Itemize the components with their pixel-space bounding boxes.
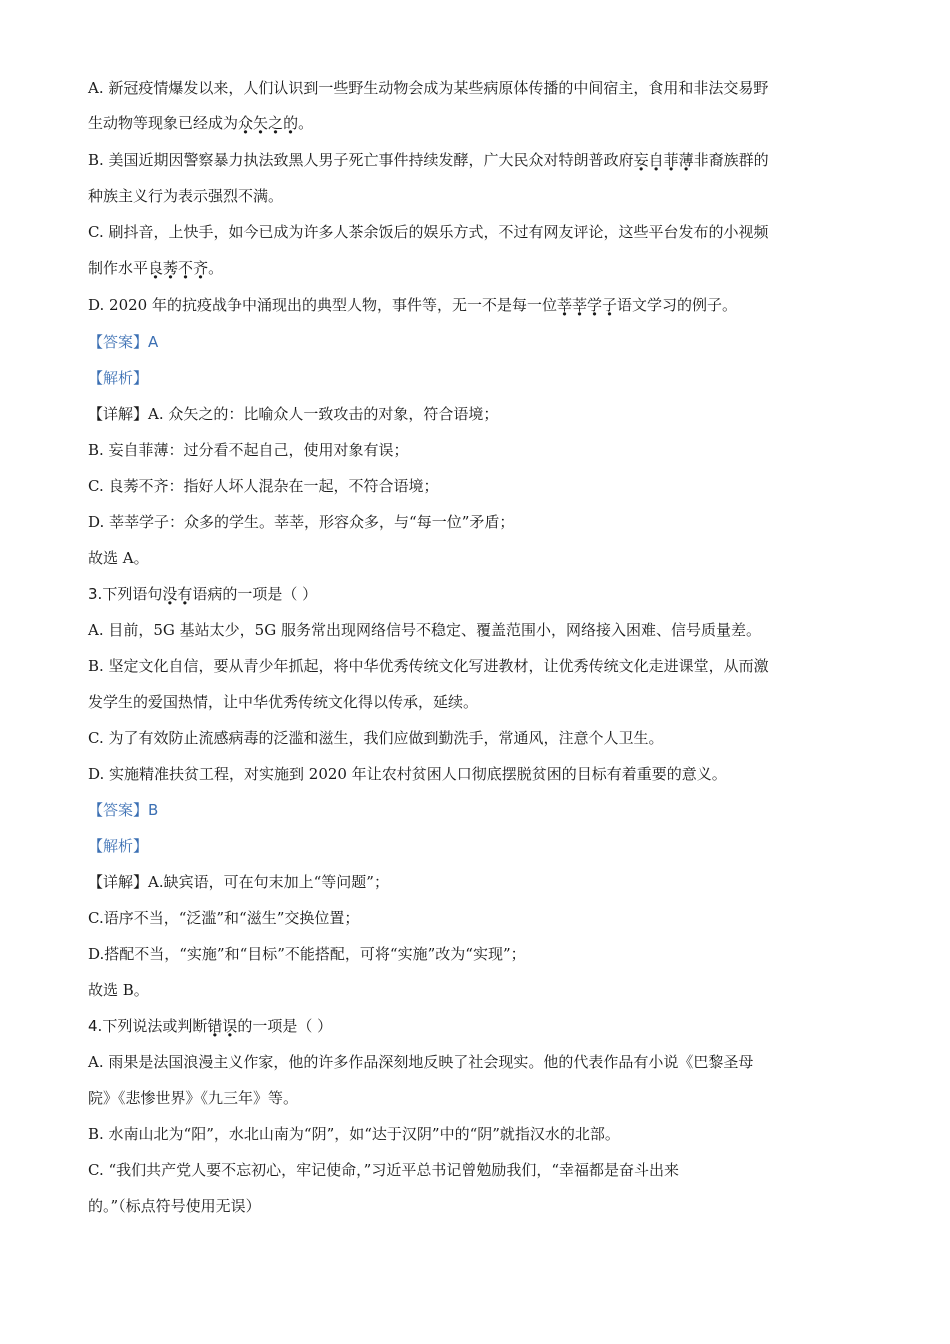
- q4-stem: [88, 1016, 332, 1036]
- emphasis-char: 莘: [572, 296, 588, 314]
- emphasis-char: 有: [177, 585, 193, 603]
- text-segment: 制作水平: [88, 259, 149, 277]
- q3-option-d: D. 实施精准扶贫工程，对实施到 2020 年让农村贫困人口彻底摆脱贫困的目标有着重要的意义。: [88, 765, 727, 783]
- emphasis-char: 子: [602, 296, 618, 314]
- emphasis-char: 的: [283, 114, 299, 132]
- analysis-tag: 【解析】: [88, 837, 149, 855]
- detail-text: A.缺宾语，可在句末加上“等问题”；: [148, 873, 389, 891]
- emphasis-char: 不: [178, 259, 194, 277]
- emphasis-char: 莠: [163, 259, 179, 277]
- question-number: 3.: [88, 585, 103, 603]
- emphasis-char: 齐: [193, 259, 209, 277]
- answer-tag: 【答案】: [88, 801, 149, 819]
- q2-option-c-line2: [88, 258, 223, 278]
- q3-analysis-heading: [88, 836, 148, 856]
- q4-option-c-line2: 的。”（标点符号使用无误）: [88, 1197, 261, 1215]
- q2-detail-b: B. 妄自菲薄：过分看不起自己，使用对象有误；: [88, 441, 409, 459]
- q3-conclusion: 故选 B。: [88, 981, 149, 999]
- emphasis-char: 菲: [663, 151, 679, 169]
- detail-text: A. 众矢之的：比喻众人一致攻击的对象，符合语境；: [148, 405, 499, 423]
- detail-tag: 【详解】: [88, 873, 149, 891]
- answer-value: A: [148, 333, 159, 351]
- q2-option-c-line1: C. 刷抖音，上快手，如今已成为许多人茶余饭后的娱乐方式，不过有网友评论，这些平台发布的小视频: [88, 223, 769, 241]
- q3-option-a: A. 目前，5G 基站太少，5G 服务常出现网络信号不稳定、覆盖范围小，网络接入困难、信号质量差。: [88, 621, 761, 639]
- text-segment: B. 美国近期因警察暴力执法致黑人男子死亡事件持续发酵，广大民众对特朗普政府: [88, 151, 634, 169]
- answer-value: B: [148, 801, 159, 819]
- answer-tag: 【答案】: [88, 333, 149, 351]
- q4-option-a-line2: 院》《悲惨世界》《九三年》等。: [88, 1089, 299, 1107]
- q4-option-a-line1: A. 雨果是法国浪漫主义作家，他的许多作品深刻地反映了社会现实。他的代表作品有小说《巴黎圣母: [88, 1053, 754, 1071]
- emphasis-char: 矢: [253, 114, 269, 132]
- q3-stem: [88, 584, 317, 604]
- text-segment: 非裔族群的: [693, 151, 769, 169]
- emphasis-char: 良: [148, 259, 164, 277]
- text-segment: 的一项是（ ）: [237, 1017, 333, 1035]
- emphasis-char: 之: [268, 114, 284, 132]
- text-segment: D. 2020 年的抗疫战争中涌现出的典型人物，事件等，无一不是每一位: [88, 296, 557, 314]
- q2-analysis-heading: [88, 368, 148, 388]
- emphasis-char: 错: [207, 1017, 223, 1035]
- q3-option-b-line1: B. 坚定文化自信，要从青少年抓起，将中华优秀传统文化写进教材，让优秀传统文化走进课堂，从而激: [88, 657, 769, 675]
- emphasis-char: 自: [648, 151, 664, 169]
- q3-detail-d: D.搭配不当，“实施”和“目标”不能搭配，可将“实施”改为“实现”；: [88, 945, 526, 963]
- q3-detail-c: C.语序不当，“泛滥”和“滋生”交换位置；: [88, 909, 360, 927]
- q3-detail-a: [88, 872, 389, 892]
- q3-answer: [88, 800, 158, 820]
- text-segment: 。: [298, 114, 314, 132]
- q2-option-b-line2: 种族主义行为表示强烈不满。: [88, 187, 284, 205]
- q2-detail-d: D. 莘莘学子：众多的学生。莘莘，形容众多，与“每一位”矛盾；: [88, 513, 515, 531]
- emphasis-char: 没: [162, 585, 178, 603]
- text-segment: 。: [208, 259, 224, 277]
- text-segment: 语文学习的例子。: [617, 296, 738, 314]
- q2-option-a-line1: A. 新冠疫情爆发以来，人们认识到一些野生动物会成为某些病原体传播的中间宿主，食用和非法交易野: [88, 79, 769, 97]
- q2-detail-a: [88, 404, 498, 424]
- emphasis-char: 误: [222, 1017, 238, 1035]
- emphasis-char: 学: [587, 296, 603, 314]
- q3-option-b-line2: 发学生的爱国热情，让中华优秀传统文化得以传承，延续。: [88, 693, 479, 711]
- q2-option-b-line1: [88, 150, 769, 170]
- text-segment: 语病的一项是（ ）: [192, 585, 318, 603]
- q4-option-b: B. 水南山北为“阳”，水北山南为“阴”，如“达于汉阴”中的“阴”就指汉水的北部。: [88, 1125, 620, 1143]
- text-segment: 生动物等现象已经成为: [88, 114, 239, 132]
- text-segment: 下列说法或判断: [102, 1017, 208, 1035]
- emphasis-char: 妄: [633, 151, 649, 169]
- question-number: 4.: [88, 1017, 103, 1035]
- analysis-tag: 【解析】: [88, 369, 149, 387]
- q2-detail-c: C. 良莠不齐：指好人坏人混杂在一起，不符合语境；: [88, 477, 439, 495]
- text-segment: 下列语句: [102, 585, 163, 603]
- emphasis-char: 众: [238, 114, 254, 132]
- q2-answer: [88, 332, 158, 352]
- q2-option-a-line2: [88, 113, 313, 133]
- q2-option-d: [88, 295, 737, 315]
- emphasis-char: 薄: [678, 151, 694, 169]
- q4-option-c-line1: C. “我们共产党人要不忘初心，牢记使命，”习近平总书记曾勉励我们，“幸福都是奋斗出来: [88, 1161, 679, 1179]
- detail-tag: 【详解】: [88, 405, 149, 423]
- q2-conclusion: 故选 A。: [88, 549, 149, 567]
- emphasis-char: 莘: [556, 296, 572, 314]
- q3-option-c: C. 为了有效防止流感病毒的泛滥和滋生，我们应做到勤洗手，常通风，注意个人卫生。: [88, 729, 664, 747]
